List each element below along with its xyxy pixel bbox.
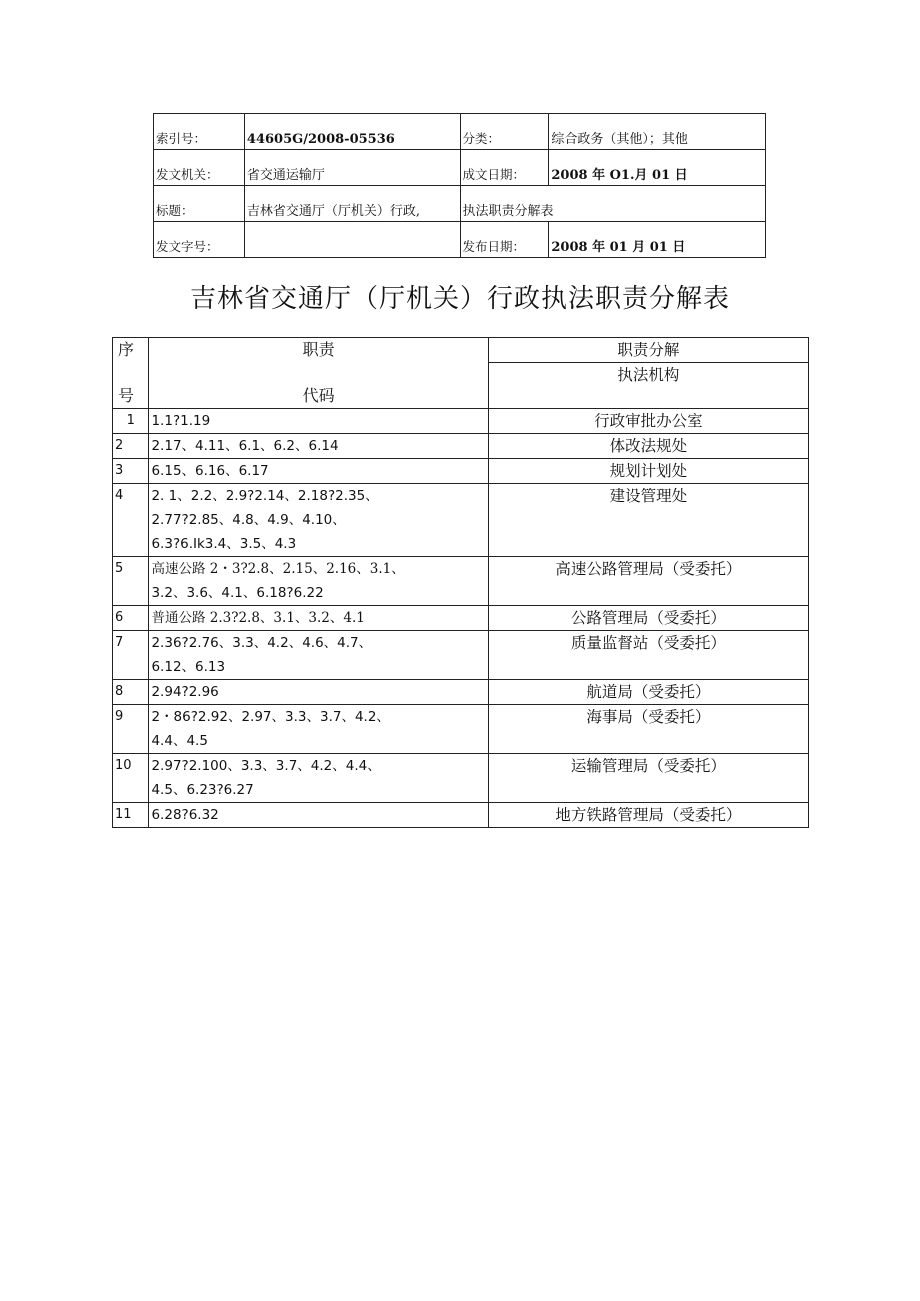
subject-value-part2: 执法职责分解表 xyxy=(460,186,766,222)
docno-value xyxy=(244,222,460,258)
enforcement-agency: 规划计划处 xyxy=(488,459,808,484)
duty-code-line: 2.36?2.76、3.3、4.2、4.6、4.7、 xyxy=(151,635,373,651)
duty-code-line: 2.97?2.100、3.3、3.7、4.2、4.4、 xyxy=(151,758,381,774)
duty-breakdown-table xyxy=(112,337,809,828)
duty-codes xyxy=(149,680,488,705)
row-number: 9 xyxy=(113,705,149,754)
header-breakdown: 职责分解 xyxy=(488,338,808,363)
info-row-docno xyxy=(154,222,766,258)
duty-code-line: 2・86?2.92、2.97、3.3、3.7、4.2、 xyxy=(151,709,390,725)
date-pub-label: 发布日期： xyxy=(460,222,549,258)
duty-codes xyxy=(149,803,488,828)
table-row xyxy=(113,631,809,680)
table-row xyxy=(113,459,809,484)
category-label: 分类： xyxy=(460,114,549,150)
header-agency: 执法机构 xyxy=(488,363,808,409)
duty-codes xyxy=(149,484,488,557)
enforcement-agency: 海事局（受委托） xyxy=(488,705,808,754)
row-number: 10 xyxy=(113,754,149,803)
enforcement-agency: 建设管理处 xyxy=(488,484,808,557)
duty-code-line: 1.1?1.19 xyxy=(151,413,211,429)
row-number: 3 xyxy=(113,459,149,484)
table-row xyxy=(113,434,809,459)
duty-code-line: 6.12、6.13 xyxy=(151,659,226,675)
enforcement-agency: 航道局（受委托） xyxy=(488,680,808,705)
header-seq-bottom: 号 xyxy=(118,386,135,405)
enforcement-agency: 体改法规处 xyxy=(488,434,808,459)
duty-codes xyxy=(149,631,488,680)
enforcement-agency: 公路管理局（受委托） xyxy=(488,606,808,631)
duty-code-line: 2. 1、2.2、2.9?2.14、2.18?2.35、 xyxy=(151,488,379,504)
issuer-label: 发文机关： xyxy=(154,150,245,186)
date-made-value: 2008 年 O1.月 01 日 xyxy=(549,150,766,186)
row-number: 5 xyxy=(113,557,149,606)
duty-code-line: 2.17、4.11、6.1、6.2、6.14 xyxy=(151,438,339,454)
document-title: 吉林省交通厅（厅机关）行政执法职责分解表 xyxy=(189,284,730,314)
enforcement-agency: 质量监督站（受委托） xyxy=(488,631,808,680)
index-label: 索引号： xyxy=(154,114,245,150)
table-row xyxy=(113,680,809,705)
table-row xyxy=(113,606,809,631)
duty-code-line: 普通公路 2.3?2.8、3.1、3.2、4.1 xyxy=(151,610,365,626)
row-number: 11 xyxy=(113,803,149,828)
duty-codes xyxy=(149,754,488,803)
row-number: 6 xyxy=(113,606,149,631)
category-value: 综合政务（其他）；其他 xyxy=(549,114,766,150)
duty-codes xyxy=(149,705,488,754)
table-row xyxy=(113,557,809,606)
enforcement-agency: 运输管理局（受委托） xyxy=(488,754,808,803)
duty-code-line: 6.15、6.16、6.17 xyxy=(151,463,269,479)
docno-label: 发文字号： xyxy=(154,222,245,258)
table-row xyxy=(113,754,809,803)
enforcement-agency: 高速公路管理局（受委托） xyxy=(488,557,808,606)
index-value: 44605G/2008-05536 xyxy=(244,114,460,150)
date-made-label: 成文日期： xyxy=(460,150,549,186)
issuer-value: 省交通运输厅 xyxy=(244,150,460,186)
table-row xyxy=(113,484,809,557)
duty-code-line: 6.3?6.Ik3.4、3.5、4.3 xyxy=(151,536,297,552)
duty-code-line: 高速公路 2・3?2.8、2.15、2.16、3.1、 xyxy=(151,561,405,577)
table-row xyxy=(113,803,809,828)
duty-code-line: 2.94?2.96 xyxy=(151,684,219,700)
table-row xyxy=(113,409,809,434)
duty-codes xyxy=(149,606,488,631)
duty-code-line: 4.5、6.23?6.27 xyxy=(151,782,254,798)
subject-label: 标题： xyxy=(154,186,245,222)
duty-codes xyxy=(149,459,488,484)
enforcement-agency: 地方铁路管理局（受委托） xyxy=(488,803,808,828)
header-duty-top: 职责 xyxy=(302,340,335,359)
info-row-index xyxy=(154,114,766,150)
table-header-row xyxy=(113,338,809,363)
row-number: 1 xyxy=(113,409,149,434)
subject-value-part1: 吉林省交通厅（厅机关）行政, xyxy=(244,186,460,222)
date-pub-value: 2008 年 01 月 01 日 xyxy=(549,222,766,258)
duty-code-line: 3.2、3.6、4.1、6.18?6.22 xyxy=(151,585,324,601)
duty-codes xyxy=(149,409,488,434)
duty-code-line: 6.28?6.32 xyxy=(151,807,219,823)
table-row xyxy=(113,705,809,754)
row-number: 4 xyxy=(113,484,149,557)
header-seq-top: 序 xyxy=(118,340,135,359)
row-number: 2 xyxy=(113,434,149,459)
enforcement-agency: 行政审批办公室 xyxy=(488,409,808,434)
duty-codes xyxy=(149,434,488,459)
document-info-table xyxy=(153,113,766,258)
header-duty-bottom: 代码 xyxy=(302,386,335,405)
row-number: 7 xyxy=(113,631,149,680)
info-row-issuer xyxy=(154,150,766,186)
duty-code-line: 4.4、4.5 xyxy=(151,733,208,749)
header-seq xyxy=(113,338,149,409)
info-row-subject xyxy=(154,186,766,222)
header-duty xyxy=(149,338,488,409)
duty-code-line: 2.77?2.85、4.8、4.9、4.10、 xyxy=(151,512,346,528)
duty-codes xyxy=(149,557,488,606)
row-number: 8 xyxy=(113,680,149,705)
